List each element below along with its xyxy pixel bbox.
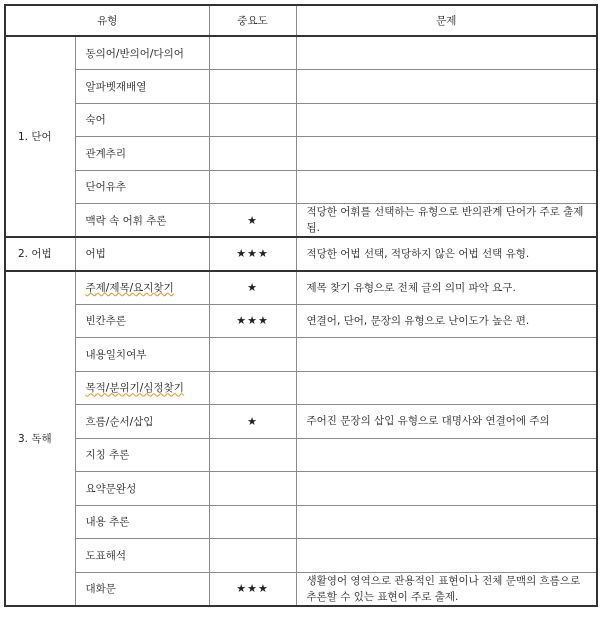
importance-cell [209, 70, 296, 104]
importance-cell: ★ [209, 405, 296, 439]
table-row [5, 539, 597, 573]
group-grammar [5, 237, 597, 271]
group-vocabulary [5, 36, 597, 237]
importance-cell: ★★★ [209, 237, 296, 271]
problem-cell [296, 70, 597, 104]
table-row [5, 304, 597, 338]
header-problem: 문제 [296, 5, 597, 36]
importance-cell: ★ [209, 271, 296, 305]
type-cell: 내용 추론 [75, 505, 209, 539]
table-row [5, 103, 597, 137]
problem-cell: 생활영어 영역으로 관용적인 표현이나 전체 문맥의 흐름으로 추론할 수 있는 표현이 주로 출제. [296, 572, 597, 606]
table-row [5, 170, 597, 204]
problem-cell [296, 472, 597, 506]
table-row [5, 237, 597, 271]
problem-cell: 적당한 어휘를 선택하는 유형으로 반의관계 단어가 주로 출제됨. [296, 204, 597, 238]
problem-cell: 적당한 어법 선택, 적당하지 않은 어법 선택 유형. [296, 237, 597, 271]
importance-cell [209, 505, 296, 539]
importance-cell [209, 539, 296, 573]
type-cell [75, 371, 209, 405]
type-label: 주제/제목/요지찾기 [85, 282, 174, 294]
type-cell: 요약문완성 [75, 472, 209, 506]
importance-cell [209, 438, 296, 472]
table-row [5, 371, 597, 405]
header-importance: 중요도 [209, 5, 296, 36]
type-cell: 숙어 [75, 103, 209, 137]
group-reading [5, 271, 597, 606]
importance-cell: ★★★ [209, 304, 296, 338]
table-row [5, 271, 597, 305]
category-cell: 2. 어법 [5, 237, 75, 271]
category-cell: 3. 독해 [5, 271, 75, 606]
table-row [5, 70, 597, 104]
type-cell: 맥락 속 어휘 추론 [75, 204, 209, 238]
type-cell: 대화문 [75, 572, 209, 606]
type-cell: 어법 [75, 237, 209, 271]
type-cell: 내용일치여부 [75, 338, 209, 372]
problem-cell [296, 371, 597, 405]
problem-cell [296, 137, 597, 171]
importance-cell: ★★★ [209, 572, 296, 606]
table-row [5, 572, 597, 606]
table-row [5, 204, 597, 238]
problem-cell [296, 338, 597, 372]
problem-cell [296, 170, 597, 204]
type-cell [75, 271, 209, 305]
importance-cell: ★ [209, 204, 296, 238]
category-cell: 1. 단어 [5, 36, 75, 237]
problem-cell [296, 438, 597, 472]
question-type-table [4, 4, 598, 607]
type-cell: 지칭 추론 [75, 438, 209, 472]
type-cell: 알파벳재배열 [75, 70, 209, 104]
type-cell: 관계추리 [75, 137, 209, 171]
problem-cell: 제목 찾기 유형으로 전체 글의 의미 파악 요구. [296, 271, 597, 305]
importance-cell [209, 36, 296, 70]
table-row [5, 472, 597, 506]
table-row [5, 405, 597, 439]
table-row [5, 505, 597, 539]
problem-cell [296, 539, 597, 573]
importance-cell [209, 472, 296, 506]
importance-cell [209, 338, 296, 372]
importance-cell [209, 170, 296, 204]
importance-cell [209, 103, 296, 137]
table-row [5, 36, 597, 70]
problem-cell [296, 36, 597, 70]
importance-cell [209, 137, 296, 171]
problem-cell: 주어진 문장의 삽입 유형으로 대명사와 연결어에 주의 [296, 405, 597, 439]
type-cell: 도표해석 [75, 539, 209, 573]
table-row [5, 137, 597, 171]
table-row [5, 438, 597, 472]
type-cell: 단어유추 [75, 170, 209, 204]
problem-cell [296, 103, 597, 137]
problem-cell: 연결어, 단어, 문장의 유형으로 난이도가 높은 편. [296, 304, 597, 338]
problem-cell [296, 505, 597, 539]
type-cell: 빈칸추론 [75, 304, 209, 338]
header-type: 유형 [5, 5, 209, 36]
type-label: 목적/분위기/심정찾기 [85, 382, 184, 395]
type-cell: 동의어/반의어/다의어 [75, 36, 209, 70]
table-row [5, 338, 597, 372]
type-cell: 흐름/순서/삽입 [75, 405, 209, 439]
importance-cell [209, 371, 296, 405]
